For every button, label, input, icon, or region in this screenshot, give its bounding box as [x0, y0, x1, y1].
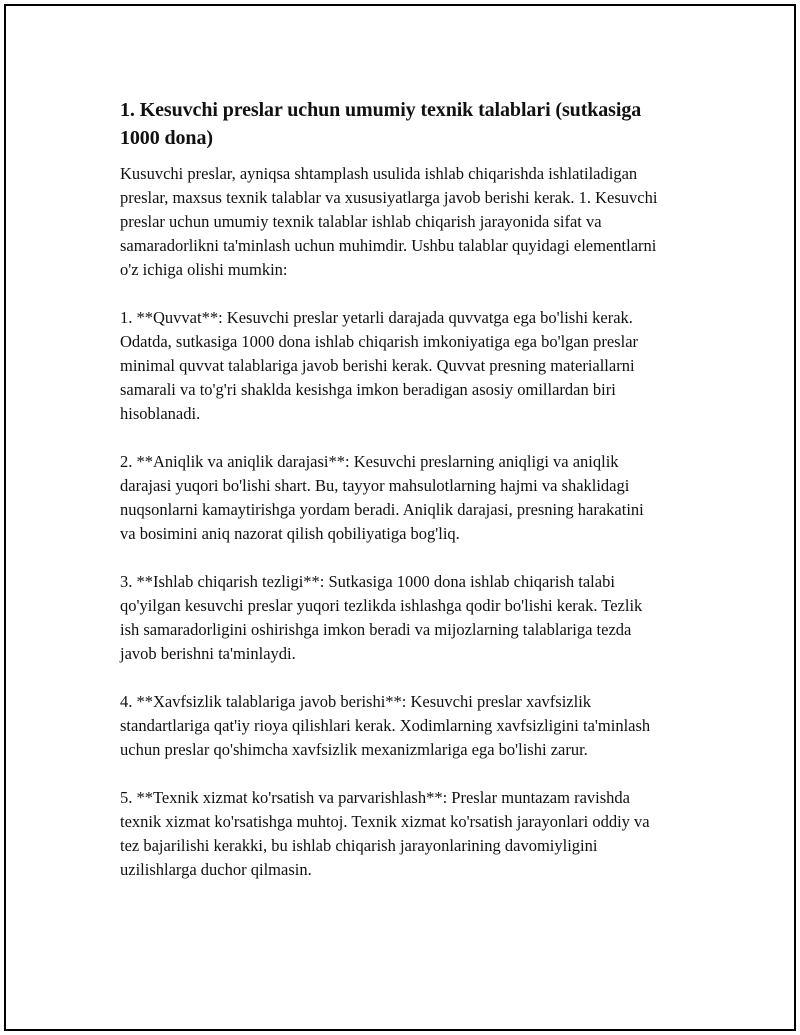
requirement-paragraph-maintenance: 5. **Texnik xizmat ko'rsatish va parvarishlash**: Preslar muntazam ravishda texnik xizmat ko'rsatishga muhtoj. Texnik xizmat ko'rsatish jarayonlari oddiy va tez bajarilishi kerakki, bu ishlab chiqarish jarayonlarining davomiyligini uzilishlarga duchor qilmasin. [120, 788, 650, 879]
requirement-paragraph-speed: 3. **Ishlab chiqarish tezligi**: Sutkasiga 1000 dona ishlab chiqarish talabi qo'yilgan kesuvchi preslar yuqori tezlikda ishlashga qodir bo'lishi kerak. Tezlik ish samaradorligini oshirishga imkon beradi va mijozlarning talablariga tezda javob berishni ta'minlaydi. [120, 572, 643, 663]
document-page [4, 4, 796, 1031]
requirement-paragraph-accuracy: 2. **Aniqlik va aniqlik darajasi**: Kesuvchi preslarning aniqligi va aniqlik darajasi yuqori bo'lishi shart. Bu, tayyor mahsulotlarning hajmi va shaklidagi nuqsonlarni kamaytirishga yordam beradi. Aniqlik darajasi, presning harakatini va bosimini aniq nazorat qilish qobiliyatiga bog'liq. [120, 452, 644, 543]
requirement-paragraph-power: 1. **Quvvat**: Kesuvchi preslar yetarli darajada quvvatga ega bo'lishi kerak. Odatda, sutkasiga 1000 dona ishlab chiqarish imkoniyatiga ega bo'lgan preslar minimal quvvat talablariga javob berishi kerak. Quvvat presning materiallarni samarali va to'g'ri shaklda kesishga imkon beradigan asosiy omillardan biri hisoblanadi. [120, 308, 639, 423]
requirement-paragraph-safety: 4. **Xavfsizlik talablariga javob berishi**: Kesuvchi preslar xavfsizlik standartlariga qat'iy rioya qilishlari kerak. Xodimlarning xavfsizligini ta'minlash uchun preslar qo'shimcha xavfsizlik mexanizmlariga ega bo'lishi zarur. [120, 692, 651, 759]
document-content [120, 96, 660, 906]
section-heading: 1. Kesuvchi preslar uchun umumiy texnik talablari (sutkasiga 1000 dona) [120, 99, 642, 149]
intro-paragraph: Kusuvchi preslar, ayniqsa shtamplash usulida ishlab chiqarishda ishlatiladigan preslar, maxsus texnik talablar va xususiyatlarga javob berishi kerak. 1. Kesuvchi preslar uchun umumiy texnik talablar ishlab chiqarish jarayonida sifat va samaradorlikni ta'minlash uchun muhimdir. Ushbu talablar quyidagi elementlarni o'z ichiga olishi mumkin: [120, 164, 658, 279]
